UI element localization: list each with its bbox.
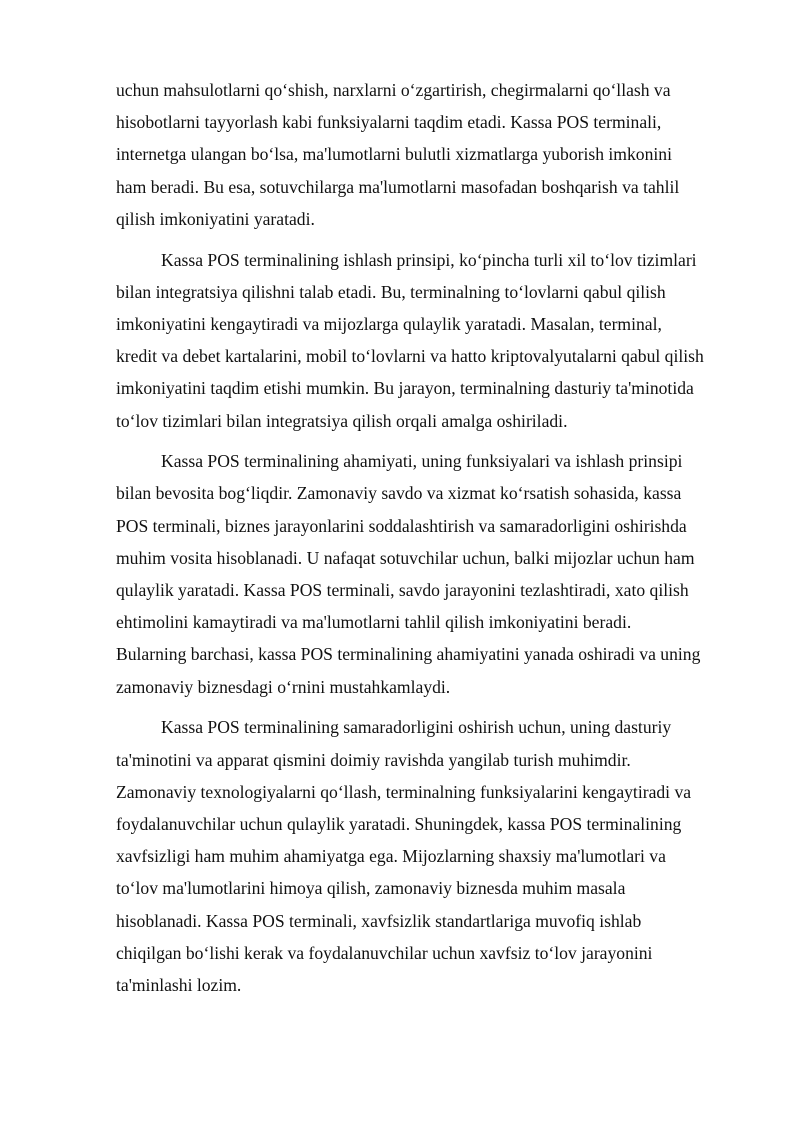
text-line: bilan integratsiya qilishni talab etadi. Bu, terminalning to‘lovlarni qabul qilish bbox=[116, 281, 666, 302]
text-line: uchun mahsulotlarni qo‘shish, narxlarni o‘zgartirish, chegirmalarni qo‘llash va bbox=[116, 80, 671, 100]
text-line: xavfsizligi ham muhim ahamiyatga ega. Mijozlarning shaxsiy ma'lumotlari va bbox=[116, 846, 666, 867]
text-line: kredit va debet kartalarini, mobil to‘lovlarni va hatto kriptovalyutalarni qabul qilish bbox=[116, 346, 704, 367]
text-line: Kassa POS terminalining samaradorligini oshirish uchun, uning dasturiy bbox=[161, 717, 672, 738]
text-line: to‘lov tizimlari bilan integratsiya qilish orqali amalga oshiriladi. bbox=[116, 410, 568, 431]
text-line: ehtimolini kamaytiradi va ma'lumotlarni tahlil qilish imkoniyatini beradi. bbox=[116, 612, 632, 633]
text-line: qilish imkoniyatini yaratadi. bbox=[116, 208, 315, 229]
text-line: ta'minotini va apparat qismini doimiy ravishda yangilab turish muhimdir. bbox=[116, 749, 631, 770]
text-line: ham beradi. Bu esa, sotuvchilarga ma'lumotlarni masofadan boshqarish va tahlil bbox=[116, 176, 680, 197]
text-line: foydalanuvchilar uchun qulaylik yaratadi. Shuningdek, kassa POS terminalining bbox=[116, 813, 682, 834]
paragraph-4 bbox=[116, 711, 746, 1001]
text-line: Kassa POS terminalining ahamiyati, uning funksiyalari va ishlash prinsipi bbox=[161, 451, 683, 472]
text-line: Kassa POS terminalining ishlash prinsipi, ko‘pincha turli xil to‘lov tizimlari bbox=[161, 249, 697, 270]
text-line: ta'minlashi lozim. bbox=[116, 974, 242, 995]
text-line: hisoblanadi. Kassa POS terminali, xavfsizlik standartlariga muvofiq ishlab bbox=[116, 910, 642, 931]
document-page bbox=[116, 74, 746, 1010]
text-line: imkoniyatini kengaytiradi va mijozlarga qulaylik yaratadi. Masalan, terminal, bbox=[116, 313, 662, 334]
text-line: imkoniyatini taqdim etishi mumkin. Bu jarayon, terminalning dasturiy ta'minotida bbox=[116, 378, 694, 399]
text-line: Zamonaviy texnologiyalarni qo‘llash, terminalning funksiyalarini kengaytiradi va bbox=[116, 781, 692, 802]
text-line: zamonaviy biznesdagi o‘rnini mustahkamlaydi. bbox=[116, 676, 451, 697]
text-line: bilan bevosita bog‘liqdir. Zamonaviy savdo va xizmat ko‘rsatish sohasida, kassa bbox=[116, 483, 682, 504]
paragraph-2 bbox=[116, 244, 746, 437]
text-line: hisobotlarni tayyorlash kabi funksiyalarni taqdim etadi. Kassa POS terminali, bbox=[116, 112, 662, 133]
paragraph-3 bbox=[116, 445, 746, 703]
text-line: Bularning barchasi, kassa POS terminalining ahamiyatini yanada oshiradi va uning bbox=[116, 644, 701, 665]
text-line: chiqilgan bo‘lishi kerak va foydalanuvchilar uchun xavfsiz to‘lov jarayonini bbox=[116, 942, 653, 963]
text-line: qulaylik yaratadi. Kassa POS terminali, savdo jarayonini tezlashtiradi, xato qilish bbox=[116, 580, 689, 601]
text-line: internetga ulangan bo‘lsa, ma'lumotlarni bulutli xizmatlarga yuborish imkonini bbox=[116, 144, 672, 165]
text-line: to‘lov ma'lumotlarini himoya qilish, zamonaviy biznesda muhim masala bbox=[116, 878, 626, 899]
text-line: muhim vosita hisoblanadi. U nafaqat sotuvchilar uchun, balki mijozlar uchun ham bbox=[116, 547, 695, 568]
text-line: POS terminali, biznes jarayonlarini soddalashtirish va samaradorligini oshirishda bbox=[116, 515, 687, 536]
paragraph-1 bbox=[116, 74, 746, 235]
